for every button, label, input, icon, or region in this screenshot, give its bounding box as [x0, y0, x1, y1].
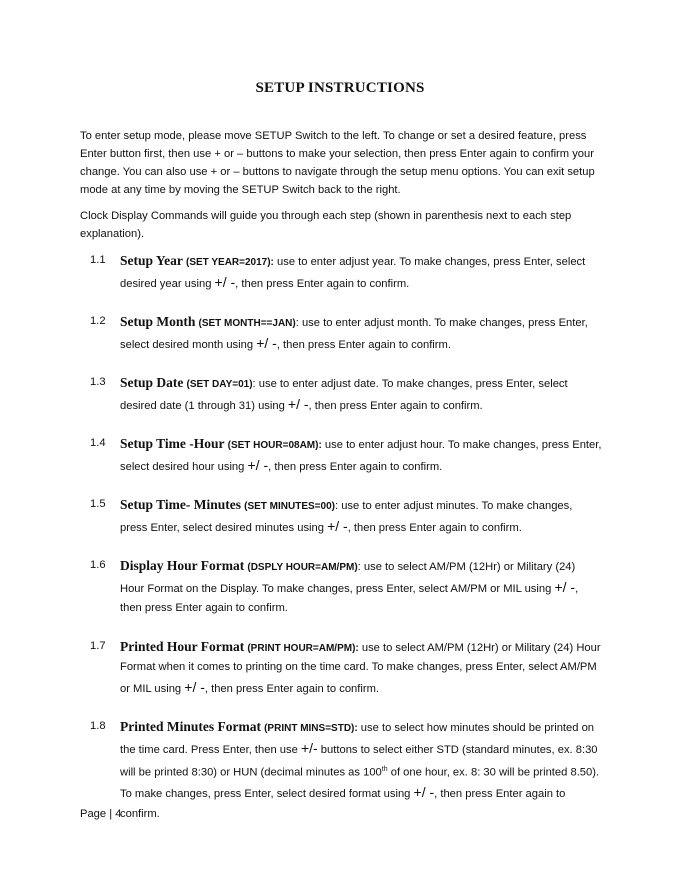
item-text-cont: of one hour, ex. 8: 30 will be printed 8.50). To make changes, press Enter, select desired format using — [120, 766, 600, 801]
plus-minus-text: +/ - — [287, 395, 309, 412]
item-command: (PRINT MINS=STD): — [264, 723, 358, 734]
item-text: : use to select AM/PM (12Hr) or Military (24) Hour Format on the Display. To make changes, press Enter, select AM/PM or MIL using — [120, 561, 576, 595]
item-text: : use to enter adjust minutes. To make changes, press Enter, select desired minutes using — [120, 500, 573, 534]
item-text: : use to enter adjust month. To make changes, press Enter, select desired month using — [120, 317, 588, 351]
item-number: 1.2 — [90, 315, 106, 327]
item-number: 1.3 — [90, 376, 106, 388]
item-text-mid: buttons to select either STD (standard minutes, ex. 8:30 will be printed 8:30) or HUN (decimal minutes as 100 — [120, 743, 598, 779]
item-text-end: , then press Enter again to confirm. — [204, 682, 380, 695]
item-text-end: , then press Enter again to confirm. — [120, 788, 566, 820]
plus-minus-text: +/ - — [247, 456, 269, 473]
setup-steps-list — [80, 251, 602, 824]
item-text-end: , then press Enter again to confirm. — [235, 277, 410, 290]
item-heading: Display Hour Format — [120, 558, 245, 573]
list-item — [80, 373, 602, 416]
item-command: (SET MINUTES=00) — [244, 501, 335, 512]
item-command: (DSPLY HOUR=AM/PM) — [247, 562, 358, 573]
page-number-footer: Page | 4 — [80, 808, 122, 820]
plus-minus-text-2: +/ - — [413, 784, 435, 801]
item-text: use to select AM/PM (12Hr) or Military (24) Hour Format when it comes to printing on the time card. To make changes, press Enter, select AM/PM or MIL using — [120, 641, 601, 695]
item-command: (SET MONTH==JAN) — [198, 318, 296, 329]
list-item — [80, 434, 602, 477]
item-text-end: , then press Enter again to confirm. — [268, 460, 443, 473]
list-item — [80, 495, 602, 538]
plus-minus-text: +/- — [300, 739, 318, 756]
list-item — [80, 251, 602, 294]
item-number: 1.1 — [90, 254, 106, 266]
item-command: (SET DAY=01) — [186, 379, 253, 390]
list-item — [80, 556, 602, 619]
page-title: SETUP INSTRUCTIONS — [255, 80, 425, 96]
item-number: 1.8 — [90, 720, 106, 732]
item-heading: Setup Month — [120, 314, 196, 329]
superscript-th: th — [381, 766, 388, 773]
item-text: : use to enter adjust date. To make changes, press Enter, select desired date (1 through 31) using — [120, 378, 568, 412]
item-text-end: , then press Enter again to confirm. — [276, 338, 451, 351]
item-heading: Setup Date — [120, 375, 184, 390]
plus-minus-text: +/ - — [554, 578, 576, 595]
item-text: use to select how minutes should be printed on the time card. Press Enter, then use — [120, 722, 595, 756]
item-heading: Setup Year — [120, 253, 183, 268]
list-item — [80, 312, 602, 355]
item-text-end: , then press Enter again to confirm. — [308, 399, 483, 412]
item-text: use to enter adjust hour. To make changes, press Enter, select desired hour using — [120, 439, 602, 473]
item-text-end: , then press Enter again to confirm. — [347, 521, 522, 534]
item-number: 1.7 — [90, 639, 106, 652]
item-heading: Setup Time -Hour — [120, 436, 225, 451]
item-heading: Printed Hour Format — [120, 638, 245, 654]
plus-minus-text: +/ - — [214, 273, 236, 290]
list-item — [80, 637, 602, 700]
guide-paragraph: Clock Display Commands will guide you through each step (shown in parenthesis next to each step explanation). — [80, 210, 572, 240]
item-heading: Setup Time- Minutes — [120, 497, 242, 512]
item-command: (SET YEAR=2017): — [185, 257, 274, 268]
item-text-end: , then press Enter again to confirm. — [120, 582, 579, 614]
item-command: (SET HOUR=08AM): — [227, 440, 322, 451]
plus-minus-text: +/ - — [184, 678, 205, 695]
list-item — [80, 717, 602, 824]
item-number: 1.6 — [90, 559, 106, 571]
item-heading: Printed Minutes Format — [120, 719, 261, 734]
item-number: 1.5 — [90, 498, 106, 510]
item-command: (PRINT HOUR=AM/PM): — [247, 642, 359, 654]
item-text: use to enter adjust year. To make changes, press Enter, select desired year using — [120, 256, 586, 290]
plus-minus-text: +/ - — [256, 334, 277, 351]
item-number: 1.4 — [90, 437, 106, 449]
plus-minus-text: +/ - — [327, 517, 348, 534]
intro-paragraph: To enter setup mode, please move SETUP Switch to the left. To change or set a desired feature, press Enter button first, then use + or – buttons to make your selection, then press Enter again to confirm your change. You can also use + or – buttons to navigate through the setup menu options. You can exit setup mode at any time by moving the SETUP Switch back to the right. — [80, 130, 595, 196]
